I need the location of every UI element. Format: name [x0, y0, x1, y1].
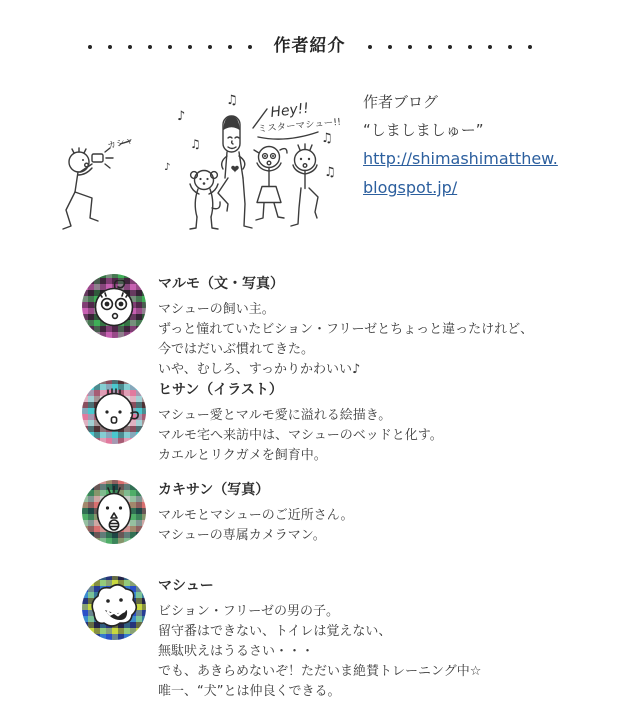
matthew-avatar: [82, 576, 146, 640]
profile-name: ヒサン（イラスト）: [158, 382, 283, 398]
dot-icon: [248, 45, 252, 49]
dancing-girl2-figure: [291, 144, 318, 226]
profile-hisan: [82, 380, 443, 466]
dot-icon: [468, 45, 472, 49]
profile-marumo: [82, 274, 533, 380]
profile-line: マルモとマシューのご近所さん。: [158, 508, 354, 523]
profile-line: 唯一、“犬”とは仲良くできる。: [158, 684, 341, 699]
dot-icon: [528, 45, 532, 49]
profile-line: いや、むしろ、すっかりかわいい♪: [158, 362, 361, 377]
matthew-face-illustration: [87, 581, 141, 635]
dot-icon: [128, 45, 132, 49]
dancing-illustration: [54, 80, 364, 248]
profile-line: でも、あきらめないぞ！ただいま絶賛トレーニング中☆: [158, 664, 482, 679]
dot-icon: [148, 45, 152, 49]
profile-line: 留守番はできない、トイレは覚えない、: [158, 624, 392, 639]
profile-name: マルモ（文・写真）: [158, 276, 284, 292]
music-note-icon: ♪: [177, 109, 186, 124]
blog-name: “しましましゅー”: [363, 121, 484, 139]
photographer-figure: [63, 135, 135, 229]
dot-icon: [368, 45, 372, 49]
blog-url-line1: http://shimashimatthew.: [363, 149, 558, 168]
camera-sound-text: カシャ: [106, 135, 135, 152]
dot-icon: [428, 45, 432, 49]
speech-text: Hey!!: [269, 100, 310, 121]
kakisan-face-illustration: [88, 486, 140, 538]
profile-line: ビション・フリーゼの男の子。: [158, 604, 339, 619]
music-note-icon: ♫: [324, 165, 336, 180]
profile-name: マシュー: [158, 578, 214, 594]
profile-line: マルモ宅へ来訪中は、マシューのベッドと化す。: [158, 428, 443, 443]
dot-icon: [448, 45, 452, 49]
hisan-avatar: [82, 380, 146, 444]
dot-icon: [508, 45, 512, 49]
profile-kakisan: [82, 480, 354, 546]
dog-figure: [190, 171, 220, 230]
profile-line: マシューの飼い主。: [158, 302, 275, 317]
dot-icon: [88, 45, 92, 49]
hisan-face-illustration: [88, 386, 140, 438]
profile-line: 無駄吠えはうるさい・・・: [158, 644, 315, 659]
profile-line: マシューの専属カメラマン。: [158, 528, 326, 543]
marumo-avatar: [82, 274, 146, 338]
profile-line: 今ではだいぶ慣れてきた。: [158, 342, 315, 357]
dot-icon: [188, 45, 192, 49]
dot-icon: [108, 45, 112, 49]
dancing-girl-figure: [254, 147, 287, 221]
blog-info: [363, 88, 558, 202]
blog-link[interactable]: [363, 144, 558, 202]
dot-icon: [228, 45, 232, 49]
music-note-icon: ♫: [226, 93, 238, 108]
profile-matthew: [82, 576, 481, 702]
music-note-icon: ♫: [190, 137, 201, 151]
section-header: [0, 38, 619, 55]
page-title: 作者紹介: [273, 36, 346, 56]
dot-icon: [168, 45, 172, 49]
kakisan-avatar: [82, 480, 146, 544]
profile-line: マシュー愛とマルモ愛に溢れる絵描き。: [158, 408, 392, 423]
profile-line: カエルとリクガメを飼育中。: [158, 448, 327, 463]
blog-label: 作者ブログ: [363, 93, 439, 111]
profile-line: ずっと憧れていたビション・フリーゼとちょっと違ったけれど、: [158, 322, 534, 337]
marumo-face-illustration: [88, 280, 140, 332]
profile-name: カキサン（写真）: [158, 482, 270, 498]
dot-icon: [488, 45, 492, 49]
music-note-icon: ♫: [321, 131, 333, 146]
dot-icon: [408, 45, 412, 49]
dot-icon: [208, 45, 212, 49]
music-note-icon: ♪: [164, 162, 171, 173]
dot-icon: [388, 45, 392, 49]
blog-url-line2: blogspot.jp/: [363, 178, 458, 197]
speech-text: ミスターマシュー!!: [257, 116, 342, 135]
dancing-man-figure: [218, 116, 252, 228]
